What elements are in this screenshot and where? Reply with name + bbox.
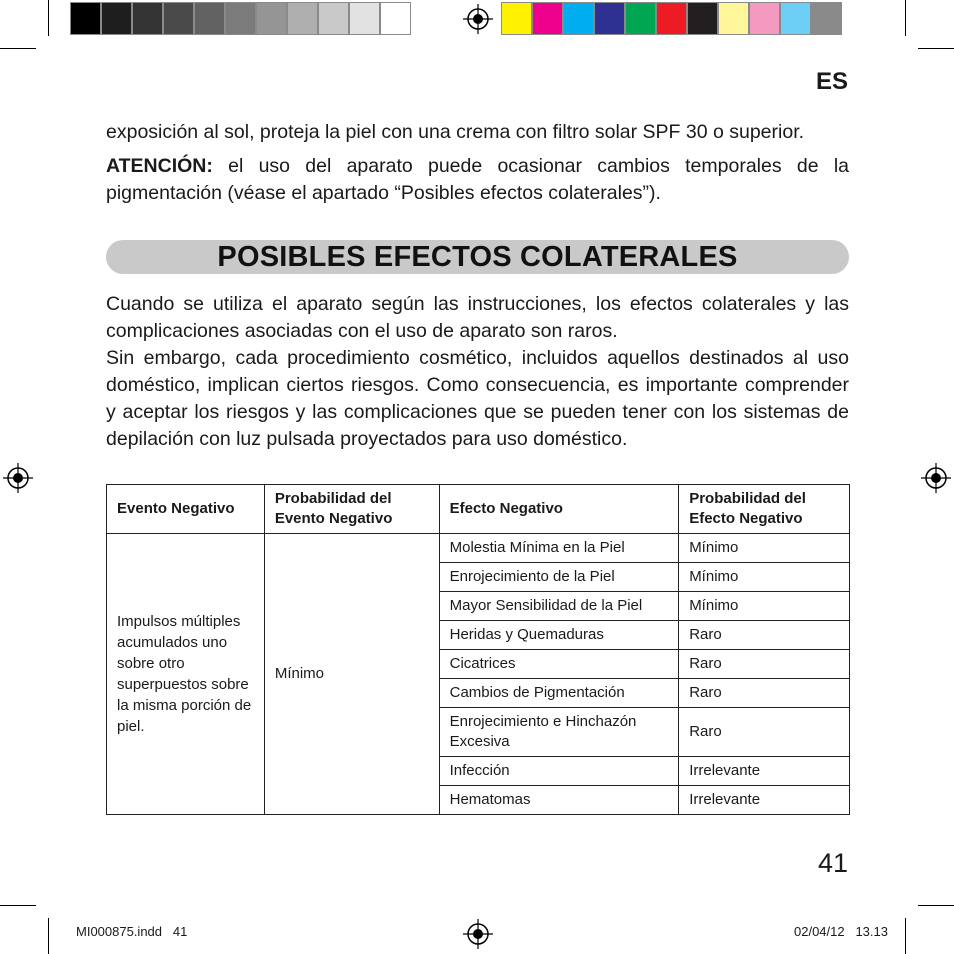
effect-probability-cell: Mínimo [679,534,850,563]
section-banner [106,240,849,274]
effect-probability-cell: Irrelevante [679,786,850,815]
registration-mark-icon [463,919,493,949]
effect-probability-cell: Mínimo [679,563,850,592]
effect-cell: Hematomas [439,786,679,815]
registration-mark-icon [463,4,493,34]
slug-date: 02/04/12 [794,924,845,939]
color-swatch [780,2,811,35]
effect-probability-cell: Raro [679,621,850,650]
color-swatch [563,2,594,35]
effect-cell: Infección [439,757,679,786]
slug-file-name: MI000875.indd [76,924,163,939]
section-title: POSIBLES EFECTOS COLATERALES [217,240,738,273]
attention-label: ATENCIÓN: [106,155,213,177]
effect-cell: Molestia Mínima en la Piel [439,534,679,563]
section-paragraph-2: Sin embargo, cada procedimiento cosmético, incluidos aquellos destinados al uso doméstico, implican ciertos riesgos. Como consecuencia, es importante comprender y aceptar los riesgos y las complicaciones que se pueden tener con los sistemas de depilación con luz pulsada proyectados para uso doméstico. [106,347,849,450]
gray-swatch [225,2,256,35]
effect-probability-cell: Irrelevante [679,757,850,786]
header-effect: Efecto Negativo [439,485,679,534]
gray-swatch [256,2,287,35]
slug-datetime [760,924,888,939]
section-paragraph-1: Cuando se utiliza el aparato según las instrucciones, los efectos colaterales y las complicaciones asociadas con el uso de aparato son raros. [106,293,849,342]
slug-time: 13.13 [855,924,888,939]
gray-swatch [132,2,163,35]
gray-swatch [101,2,132,35]
effect-probability-cell: Mínimo [679,592,850,621]
slug-file-page: 41 [172,924,188,939]
color-swatch [594,2,625,35]
color-swatch [656,2,687,35]
effect-cell: Cambios de Pigmentación [439,679,679,708]
intro-line: exposición al sol, proteja la piel con una crema con filtro solar SPF 30 o superior. [106,121,805,143]
effect-cell: Mayor Sensibilidad de la Piel [439,592,679,621]
gray-swatch [318,2,349,35]
registration-mark-icon [921,463,951,493]
side-effects-table [106,484,850,815]
color-swatch [532,2,563,35]
effect-cell: Heridas y Quemaduras [439,621,679,650]
language-tag: ES [815,68,848,95]
effect-cell: Enrojecimiento de la Piel [439,563,679,592]
table-header-row [107,485,850,534]
slug-file [76,924,187,939]
gray-swatch [349,2,380,35]
color-swatch [749,2,780,35]
table-row [107,534,850,563]
header-event: Evento Negativo [107,485,265,534]
gray-swatch [163,2,194,35]
color-swatch [687,2,718,35]
header-effect-probability: Probabilidad del Efecto Negativo [679,485,850,534]
event-cell: Impulsos múltiples acumulados uno sobre otro superpuestos sobre la misma porción de piel. [107,534,265,815]
gray-swatch [287,2,318,35]
gray-swatch [194,2,225,35]
effect-cell: Cicatrices [439,650,679,679]
color-swatch [718,2,749,35]
effect-cell: Enrojecimiento e Hinchazón Excesiva [439,708,679,757]
header-event-probability: Probabilidad del Evento Negativo [264,485,439,534]
gray-swatch [380,2,411,35]
effect-probability-cell: Raro [679,650,850,679]
attention-text: el uso del aparato puede ocasionar cambios temporales de la pigmentación (véase el apartado “Posibles efectos colaterales”). [106,155,849,204]
event-probability-cell: Mínimo [264,534,439,815]
color-swatch [811,2,842,35]
attention-paragraph [106,153,849,207]
color-swatch [501,2,532,35]
effect-probability-cell: Raro [679,708,850,757]
color-swatch [625,2,656,35]
gray-swatch [70,2,101,35]
page-number: 41 [817,848,848,878]
registration-mark-icon [3,463,33,493]
effect-probability-cell: Raro [679,679,850,708]
